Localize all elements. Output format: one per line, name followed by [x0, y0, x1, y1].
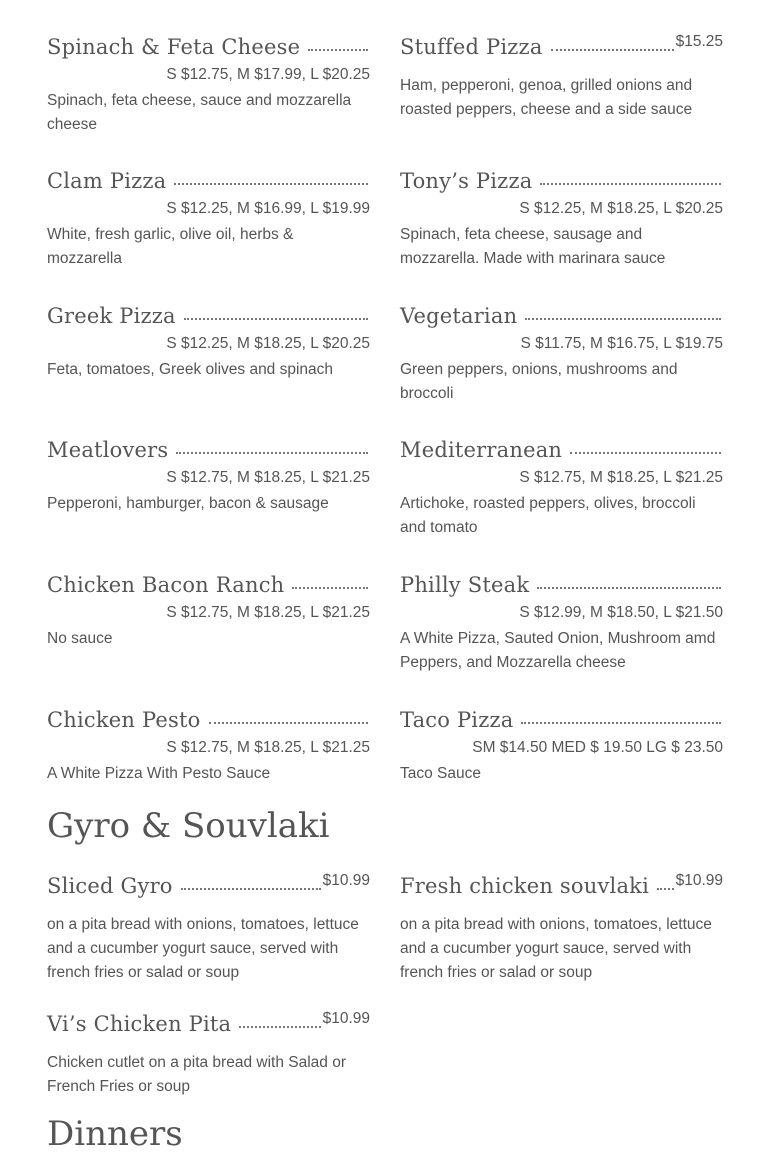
- item-name: Spinach & Feta Cheese: [47, 35, 301, 59]
- menu-item-clam-pizza: [47, 166, 370, 271]
- item-description: Feta, tomatoes, Greek olives and spinach: [47, 361, 334, 378]
- menu-item-meatlovers: [47, 435, 370, 516]
- leader-dots: [551, 32, 674, 62]
- leader-dots: [521, 705, 721, 735]
- menu-item-fresh-chicken-souvlaki: [400, 871, 723, 985]
- item-sizes: S $11.75, M $16.75, L $19.75: [520, 335, 723, 352]
- menu-item-stuffed-pizza: [400, 32, 723, 122]
- item-name: Chicken Bacon Ranch: [47, 573, 285, 597]
- item-price: $10.99: [322, 1010, 370, 1027]
- leader-dots: [525, 301, 721, 331]
- leader-dots: [308, 32, 368, 62]
- item-name: Chicken Pesto: [47, 708, 201, 732]
- item-description: A White Pizza, Sauted Onion, Mushroom amd Peppers, and Mozzarella cheese: [400, 630, 716, 671]
- item-name: Taco Pizza: [400, 708, 514, 732]
- item-sizes: S $12.25, M $18.25, L $20.25: [519, 200, 723, 217]
- section-title-gyro-souvlaki: Gyro & Souvlaki: [47, 806, 330, 846]
- item-description: Pepperoni, hamburger, bacon & sausage: [47, 495, 329, 512]
- leader-dots: [657, 871, 674, 901]
- item-description: Spinach, feta cheese, sausage and mozzarella. Made with marinara sauce: [400, 226, 666, 267]
- item-description: Ham, pepperoni, genoa, grilled onions and roasted peppers, cheese and a side sauce: [400, 77, 693, 118]
- item-name: Vi’s Chicken Pita: [47, 1012, 232, 1036]
- item-description: Taco Sauce: [400, 765, 481, 782]
- leader-dots: [209, 705, 369, 735]
- item-description: Green peppers, onions, mushrooms and broccoli: [400, 361, 678, 402]
- item-sizes: S $12.99, M $18.50, L $21.50: [519, 604, 723, 621]
- item-description: White, fresh garlic, olive oil, herbs & mozzarella: [47, 226, 294, 267]
- item-name: Tony’s Pizza: [400, 169, 533, 193]
- item-description: Spinach, feta cheese, sauce and mozzarella cheese: [47, 92, 352, 133]
- item-name: Stuffed Pizza: [400, 35, 543, 59]
- item-name: Vegetarian: [400, 304, 518, 328]
- item-price: $10.99: [322, 872, 370, 889]
- item-price: $10.99: [675, 872, 723, 889]
- section-title-dinners: Dinners: [47, 1114, 183, 1154]
- item-description: Artichoke, roasted peppers, olives, broccoli and tomato: [400, 495, 696, 536]
- menu-item-tonys-pizza: [400, 166, 723, 271]
- item-description: on a pita bread with onions, tomatoes, lettuce and a cucumber yogurt sauce, served with french fries or salad or soup: [47, 916, 359, 981]
- menu-item-sliced-gyro: [47, 871, 370, 985]
- item-price: $15.25: [675, 33, 723, 50]
- item-sizes: S $12.75, M $18.25, L $21.25: [166, 469, 370, 486]
- leader-dots: [537, 570, 721, 600]
- item-name: Fresh chicken souvlaki: [400, 874, 650, 898]
- menu-item-vis-chicken-pita: [47, 1009, 370, 1099]
- item-description: on a pita bread with onions, tomatoes, lettuce and a cucumber yogurt sauce, served with french fries or salad or soup: [400, 916, 712, 981]
- item-sizes: S $12.75, M $17.99, L $20.25: [166, 66, 370, 83]
- item-description: No sauce: [47, 630, 113, 647]
- item-description: A White Pizza With Pesto Sauce: [47, 765, 271, 782]
- menu-item-chicken-pesto: [47, 705, 370, 786]
- item-name: Mediterranean: [400, 438, 563, 462]
- leader-dots: [540, 166, 721, 196]
- leader-dots: [181, 871, 321, 901]
- item-description: Chicken cutlet on a pita bread with Salad or French Fries or soup: [47, 1054, 346, 1095]
- item-name: Meatlovers: [47, 438, 169, 462]
- leader-dots: [174, 166, 368, 196]
- menu-item-taco-pizza: [400, 705, 723, 786]
- leader-dots: [570, 435, 721, 465]
- item-name: Greek Pizza: [47, 304, 176, 328]
- menu-item-vegetarian: [400, 301, 723, 406]
- item-name: Philly Steak: [400, 573, 530, 597]
- item-sizes: S $12.75, M $18.25, L $21.25: [166, 739, 370, 756]
- item-name: Sliced Gyro: [47, 874, 173, 898]
- leader-dots: [292, 570, 368, 600]
- item-sizes: S $12.25, M $16.99, L $19.99: [166, 200, 370, 217]
- menu-item-chicken-bacon-ranch: [47, 570, 370, 651]
- menu-item-spinach-feta: [47, 32, 370, 137]
- leader-dots: [239, 1009, 320, 1039]
- item-sizes: SM $14.50 MED $ 19.50 LG $ 23.50: [472, 739, 723, 756]
- item-sizes: S $12.75, M $18.25, L $21.25: [166, 604, 370, 621]
- menu-item-mediterranean: [400, 435, 723, 540]
- leader-dots: [176, 435, 368, 465]
- item-sizes: S $12.75, M $18.25, L $21.25: [519, 469, 723, 486]
- leader-dots: [184, 301, 368, 331]
- item-name: Clam Pizza: [47, 169, 167, 193]
- item-sizes: S $12.25, M $18.25, L $20.25: [166, 335, 370, 352]
- menu-item-philly-steak: [400, 570, 723, 675]
- menu-item-greek-pizza: [47, 301, 370, 382]
